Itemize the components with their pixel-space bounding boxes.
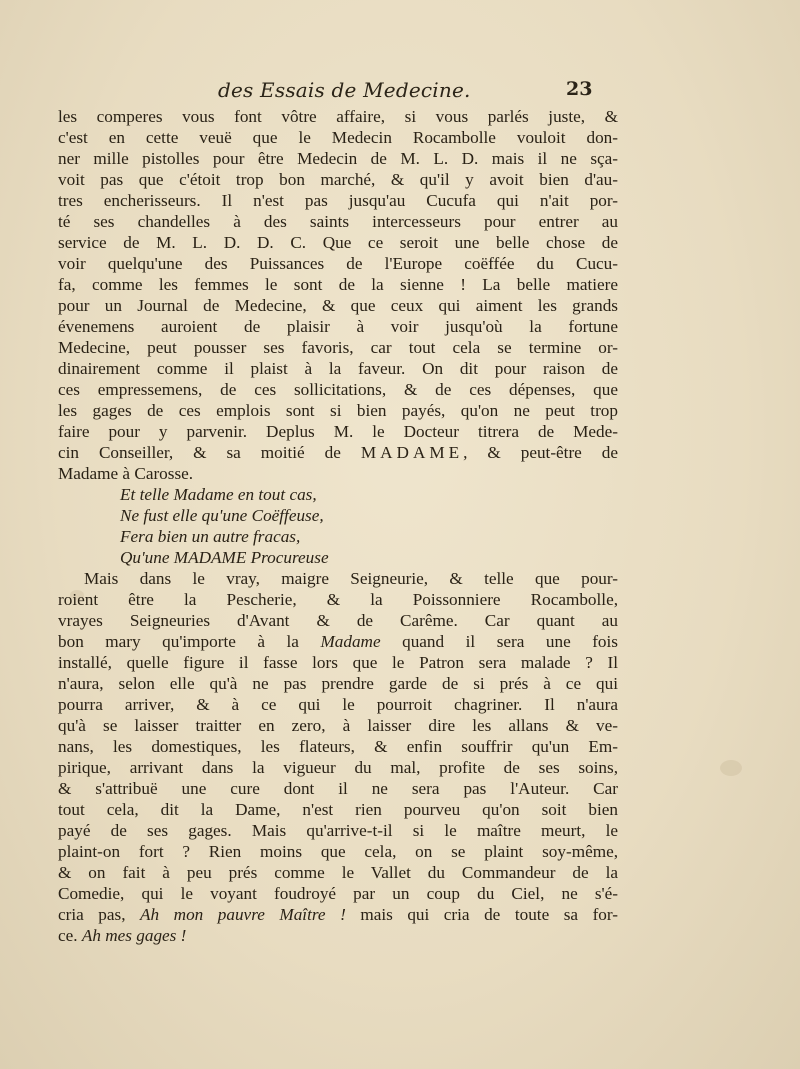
- text-line: Comedie, qui le voyant foudroyé par un coup du Ciel, ne s'é-: [58, 884, 618, 903]
- text-line: voir quelqu'une des Puissances de l'Europe coëffée du Cucu-: [58, 254, 618, 273]
- text-line: & s'attribuë une cure dont il ne sera pas l'Auteur. Car: [58, 779, 618, 798]
- text-line: faire pour y parvenir. Deplus M. le Docteur titrera de Mede-: [58, 422, 618, 441]
- text-segment: , & peut-être de: [463, 443, 618, 462]
- text-line: té ses chandelles à des saints intercesseurs pour entrer au: [58, 212, 618, 231]
- text-segment: bon mary qu'importe à la: [58, 632, 299, 651]
- page-text: [58, 106, 618, 946]
- text-line: ner mille pistolles pour être Medecin de M. L. D. mais il ne sça-: [58, 149, 618, 168]
- running-head: des Essais de Medecine.: [218, 78, 471, 102]
- text-segment: cin Conseiller, & sa moitié de: [58, 443, 341, 462]
- paper-stain: [720, 760, 742, 776]
- text-segment: mais qui cria de toute sa for-: [360, 905, 618, 924]
- page-header: [0, 78, 800, 104]
- text-line: évenemens auroient de plaisir à voir jusqu'où la fortune: [58, 317, 618, 336]
- text-line: payé de ses gages. Mais qu'arrive-t-il si le maître meurt, le: [58, 821, 618, 840]
- text-line: Medecine, peut pousser ses favoris, car tout cela se termine or-: [58, 338, 618, 357]
- text-line: [58, 442, 618, 463]
- text-line: c'est en cette veuë que le Medecin Rocambolle vouloit don-: [58, 128, 618, 147]
- italic-phrase: Ah mon pauvre Maître !: [140, 905, 346, 924]
- verse-line: Fera bien un autre fracas,: [120, 527, 301, 546]
- text-line: Madame à Carosse.: [58, 464, 194, 483]
- text-line: qu'à se laisser traitter en zero, à laisser dire les allans & ve-: [58, 716, 618, 735]
- text-line: tres encherisseurs. Il n'est pas jusqu'au Cucufa qui n'ait por-: [58, 191, 618, 210]
- text-line: & on fait à peu prés comme le Vallet du Commandeur de la: [58, 863, 618, 882]
- text-line: [58, 631, 618, 652]
- small-caps-madame: MADAME: [360, 443, 464, 462]
- text-line: fa, comme les femmes le sont de la sienne ! La belle matiere: [58, 275, 618, 294]
- italic-word: Madame: [320, 632, 381, 651]
- text-segment: cria pas,: [58, 905, 126, 924]
- text-line: pirique, arrivant dans la vigueur du mal, profite de ses soins,: [58, 758, 618, 777]
- italic-phrase: Ah mes gages !: [81, 926, 187, 945]
- verse-line: Et telle Madame en tout cas,: [120, 485, 317, 504]
- text-line: service de M. L. D. D. C. Que ce seroit une belle chose de: [58, 233, 618, 252]
- text-line: pourra arriver, & à ce qui le pourroit chagriner. Il n'aura: [58, 695, 618, 714]
- text-line: roient être la Pescherie, & la Poissonniere Rocambolle,: [58, 590, 618, 609]
- text-line: dinairement comme il plaist à la faveur. On dit pour raison de: [58, 359, 618, 378]
- text-line: ces empressemens, de ces sollicitations, & de ces dépenses, que: [58, 380, 618, 399]
- text-line: plaint-on fort ? Rien moins que cela, on se plaint soy-même,: [58, 842, 618, 861]
- text-line: vrayes Seigneuries d'Avant & de Carême. Car quant au: [58, 611, 618, 630]
- text-line: les comperes vous font vôtre affaire, si vous parlés juste, &: [58, 107, 618, 126]
- text-line: Mais dans le vray, maigre Seigneurie, & telle que pour-: [84, 569, 618, 588]
- text-line: les gages de ces emplois sont si bien payés, qu'on ne peut trop: [58, 401, 618, 420]
- text-line: nans, les domestiques, les flateurs, & enfin souffrir qu'un Em-: [58, 737, 618, 756]
- text-segment: ce.: [58, 926, 78, 945]
- verse-line: Ne fust elle qu'une Coëffeuse,: [120, 506, 324, 525]
- verse-line: Qu'une MADAME Procureuse: [120, 548, 329, 567]
- text-line: [58, 925, 618, 946]
- text-line: voit pas que c'étoit trop bon marché, & qu'il y avoit bien d'au-: [58, 170, 618, 189]
- page-number: 23: [566, 78, 593, 100]
- text-line: pour un Journal de Medecine, & que ceux qui aiment les grands: [58, 296, 618, 315]
- text-line: installé, quelle figure il fasse lors que le Patron sera malade ? Il: [58, 653, 618, 672]
- text-segment: quand il sera une fois: [402, 632, 618, 651]
- text-line: [58, 904, 618, 925]
- text-line: n'aura, selon elle qu'à ne pas prendre garde de si prés à ce qui: [58, 674, 618, 693]
- text-line: tout cela, dit la Dame, n'est rien pourveu qu'on soit bien: [58, 800, 618, 819]
